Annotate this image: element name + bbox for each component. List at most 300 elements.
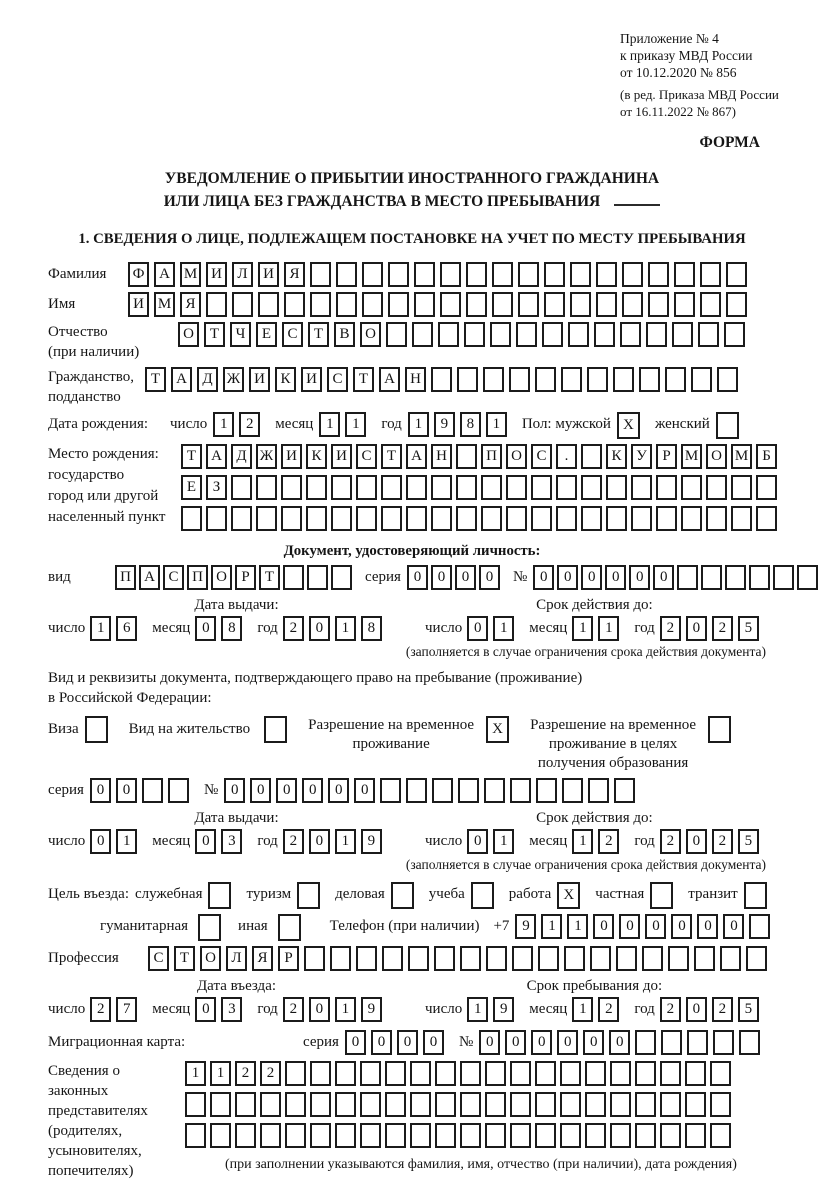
char-cell-empty[interactable]	[656, 475, 677, 500]
char-cell-empty[interactable]	[331, 565, 352, 590]
char-cell-filled[interactable]: 5	[738, 616, 759, 641]
char-cell-empty[interactable]	[531, 506, 552, 531]
char-cell-filled[interactable]: 1	[598, 616, 619, 641]
char-cell-filled[interactable]: Ф	[128, 262, 149, 287]
char-cell-empty[interactable]	[596, 292, 617, 317]
char-cell-filled[interactable]: 2	[283, 616, 304, 641]
char-cell-empty[interactable]	[356, 506, 377, 531]
char-cell-empty[interactable]	[510, 778, 531, 803]
char-cell-empty[interactable]	[440, 292, 461, 317]
char-cell-empty[interactable]	[635, 1123, 656, 1148]
char-cell-empty[interactable]	[385, 1092, 406, 1117]
char-cell-empty[interactable]	[518, 292, 539, 317]
char-cell-filled[interactable]: 9	[434, 412, 455, 437]
char-cell-filled[interactable]: П	[187, 565, 208, 590]
char-cell-empty[interactable]	[797, 565, 818, 590]
char-cell-filled[interactable]: 8	[221, 616, 242, 641]
char-cell-empty[interactable]	[466, 292, 487, 317]
char-cell-filled[interactable]: 0	[467, 829, 488, 854]
char-cell-filled[interactable]: И	[301, 367, 322, 392]
char-cell-filled[interactable]: 1	[345, 412, 366, 437]
char-cell-empty[interactable]	[385, 1061, 406, 1086]
char-cell-empty[interactable]	[381, 506, 402, 531]
char-cell-empty[interactable]	[382, 946, 403, 971]
char-cell-filled[interactable]: З	[206, 475, 227, 500]
char-cell-filled[interactable]: В	[334, 322, 355, 347]
char-cell-empty[interactable]	[616, 946, 637, 971]
char-cell-filled[interactable]: 2	[260, 1061, 281, 1086]
char-cell-empty[interactable]	[414, 292, 435, 317]
char-cell-empty[interactable]	[535, 1123, 556, 1148]
char-cell-empty[interactable]	[485, 1123, 506, 1148]
char-cell-empty[interactable]	[713, 1030, 734, 1055]
char-cell-empty[interactable]	[310, 262, 331, 287]
char-cell-empty[interactable]	[631, 506, 652, 531]
char-cell-filled[interactable]: Т	[181, 444, 202, 469]
char-cell-filled[interactable]: 2	[598, 829, 619, 854]
char-cell-empty[interactable]	[731, 475, 752, 500]
char-cell-filled[interactable]: 1	[567, 914, 588, 939]
char-cell-empty[interactable]	[614, 778, 635, 803]
purpose-other-checkbox[interactable]	[278, 914, 301, 941]
char-cell-empty[interactable]	[486, 946, 507, 971]
char-cell-empty[interactable]	[677, 565, 698, 590]
char-cell-empty[interactable]	[685, 1092, 706, 1117]
char-cell-empty[interactable]	[538, 946, 559, 971]
char-cell-empty[interactable]	[285, 1092, 306, 1117]
char-cell-filled[interactable]: 5	[738, 829, 759, 854]
char-cell-empty[interactable]	[456, 475, 477, 500]
char-cell-empty[interactable]	[210, 1123, 231, 1148]
char-cell-empty[interactable]	[142, 778, 163, 803]
char-cell-filled[interactable]: 0	[686, 997, 707, 1022]
char-cell-filled[interactable]: 0	[531, 1030, 552, 1055]
char-cell-filled[interactable]: Д	[231, 444, 252, 469]
sex-male-checkbox[interactable]: X	[617, 412, 640, 439]
char-cell-filled[interactable]: 9	[361, 997, 382, 1022]
char-cell-filled[interactable]: Я	[180, 292, 201, 317]
char-cell-empty[interactable]	[406, 778, 427, 803]
char-cell-filled[interactable]: Т	[204, 322, 225, 347]
char-cell-empty[interactable]	[456, 444, 477, 469]
char-cell-filled[interactable]: 2	[239, 412, 260, 437]
purpose-humanitarian-checkbox[interactable]	[198, 914, 221, 941]
char-cell-filled[interactable]: С	[327, 367, 348, 392]
char-cell-filled[interactable]: 0	[354, 778, 375, 803]
char-cell-filled[interactable]: 0	[629, 565, 650, 590]
char-cell-filled[interactable]: 0	[723, 914, 744, 939]
char-cell-filled[interactable]: 1	[335, 616, 356, 641]
char-cell-filled[interactable]: 1	[493, 829, 514, 854]
char-cell-empty[interactable]	[431, 367, 452, 392]
char-cell-empty[interactable]	[412, 322, 433, 347]
char-cell-empty[interactable]	[512, 946, 533, 971]
char-cell-filled[interactable]: 2	[660, 616, 681, 641]
char-cell-filled[interactable]: А	[406, 444, 427, 469]
char-cell-empty[interactable]	[639, 367, 660, 392]
char-cell-empty[interactable]	[588, 778, 609, 803]
char-cell-filled[interactable]: 5	[738, 997, 759, 1022]
char-cell-filled[interactable]: 0	[653, 565, 674, 590]
char-cell-filled[interactable]: И	[281, 444, 302, 469]
char-cell-empty[interactable]	[749, 565, 770, 590]
char-cell-filled[interactable]: И	[258, 262, 279, 287]
char-cell-filled[interactable]: К	[606, 444, 627, 469]
char-cell-filled[interactable]: 1	[213, 412, 234, 437]
char-cell-filled[interactable]: 0	[645, 914, 666, 939]
char-cell-filled[interactable]: 1	[335, 829, 356, 854]
char-cell-filled[interactable]: 9	[515, 914, 536, 939]
char-cell-filled[interactable]: М	[681, 444, 702, 469]
char-cell-filled[interactable]: П	[115, 565, 136, 590]
char-cell-empty[interactable]	[756, 475, 777, 500]
char-cell-empty[interactable]	[700, 292, 721, 317]
char-cell-empty[interactable]	[606, 506, 627, 531]
char-cell-empty[interactable]	[460, 946, 481, 971]
char-cell-empty[interactable]	[610, 1092, 631, 1117]
char-cell-filled[interactable]: 2	[283, 997, 304, 1022]
char-cell-empty[interactable]	[356, 946, 377, 971]
char-cell-filled[interactable]: 1	[541, 914, 562, 939]
char-cell-filled[interactable]: 1	[335, 997, 356, 1022]
char-cell-empty[interactable]	[531, 475, 552, 500]
char-cell-empty[interactable]	[518, 262, 539, 287]
char-cell-empty[interactable]	[260, 1123, 281, 1148]
char-cell-filled[interactable]: 0	[479, 565, 500, 590]
char-cell-empty[interactable]	[590, 946, 611, 971]
char-cell-empty[interactable]	[360, 1061, 381, 1086]
char-cell-empty[interactable]	[231, 506, 252, 531]
char-cell-filled[interactable]: 6	[116, 616, 137, 641]
char-cell-empty[interactable]	[210, 1092, 231, 1117]
char-cell-filled[interactable]: Н	[405, 367, 426, 392]
char-cell-empty[interactable]	[410, 1061, 431, 1086]
char-cell-filled[interactable]: Т	[381, 444, 402, 469]
char-cell-filled[interactable]: 0	[593, 914, 614, 939]
char-cell-empty[interactable]	[431, 475, 452, 500]
char-cell-empty[interactable]	[335, 1123, 356, 1148]
char-cell-filled[interactable]: 0	[195, 616, 216, 641]
char-cell-filled[interactable]: А	[171, 367, 192, 392]
char-cell-empty[interactable]	[562, 778, 583, 803]
char-cell-filled[interactable]: 1	[185, 1061, 206, 1086]
char-cell-empty[interactable]	[460, 1123, 481, 1148]
char-cell-filled[interactable]: 1	[572, 997, 593, 1022]
char-cell-empty[interactable]	[285, 1123, 306, 1148]
char-cell-empty[interactable]	[435, 1092, 456, 1117]
char-cell-empty[interactable]	[386, 322, 407, 347]
char-cell-empty[interactable]	[674, 262, 695, 287]
char-cell-empty[interactable]	[260, 1092, 281, 1117]
char-cell-filled[interactable]: 8	[361, 616, 382, 641]
char-cell-empty[interactable]	[168, 778, 189, 803]
char-cell-empty[interactable]	[330, 946, 351, 971]
char-cell-empty[interactable]	[410, 1123, 431, 1148]
char-cell-empty[interactable]	[435, 1123, 456, 1148]
char-cell-filled[interactable]: Р	[278, 946, 299, 971]
char-cell-empty[interactable]	[561, 367, 582, 392]
char-cell-empty[interactable]	[336, 262, 357, 287]
char-cell-filled[interactable]: 0	[309, 829, 330, 854]
char-cell-empty[interactable]	[701, 565, 722, 590]
char-cell-filled[interactable]: 0	[116, 778, 137, 803]
char-cell-empty[interactable]	[258, 292, 279, 317]
char-cell-filled[interactable]: 0	[371, 1030, 392, 1055]
char-cell-filled[interactable]: Я	[252, 946, 273, 971]
char-cell-filled[interactable]: А	[139, 565, 160, 590]
char-cell-filled[interactable]: 0	[431, 565, 452, 590]
char-cell-empty[interactable]	[656, 506, 677, 531]
char-cell-filled[interactable]: Т	[145, 367, 166, 392]
char-cell-filled[interactable]: 0	[479, 1030, 500, 1055]
char-cell-filled[interactable]: 0	[309, 997, 330, 1022]
sex-female-checkbox[interactable]	[716, 412, 739, 439]
char-cell-empty[interactable]	[206, 506, 227, 531]
char-cell-empty[interactable]	[331, 475, 352, 500]
char-cell-empty[interactable]	[509, 367, 530, 392]
char-cell-empty[interactable]	[726, 292, 747, 317]
char-cell-filled[interactable]: Е	[181, 475, 202, 500]
char-cell-filled[interactable]: О	[211, 565, 232, 590]
char-cell-filled[interactable]: П	[481, 444, 502, 469]
char-cell-filled[interactable]: 1	[486, 412, 507, 437]
char-cell-empty[interactable]	[620, 322, 641, 347]
visa-checkbox[interactable]	[85, 716, 108, 743]
char-cell-filled[interactable]: 0	[309, 616, 330, 641]
char-cell-empty[interactable]	[235, 1123, 256, 1148]
char-cell-filled[interactable]: 1	[408, 412, 429, 437]
char-cell-empty[interactable]	[581, 444, 602, 469]
char-cell-filled[interactable]: 1	[493, 616, 514, 641]
char-cell-filled[interactable]: 3	[221, 829, 242, 854]
char-cell-empty[interactable]	[310, 1123, 331, 1148]
char-cell-empty[interactable]	[283, 565, 304, 590]
char-cell-filled[interactable]: Я	[284, 262, 305, 287]
char-cell-empty[interactable]	[481, 506, 502, 531]
char-cell-filled[interactable]: 0	[581, 565, 602, 590]
char-cell-filled[interactable]: С	[282, 322, 303, 347]
char-cell-filled[interactable]: 0	[195, 997, 216, 1022]
char-cell-empty[interactable]	[749, 914, 770, 939]
char-cell-empty[interactable]	[622, 262, 643, 287]
char-cell-empty[interactable]	[231, 475, 252, 500]
char-cell-empty[interactable]	[585, 1061, 606, 1086]
char-cell-empty[interactable]	[717, 367, 738, 392]
char-cell-empty[interactable]	[661, 1030, 682, 1055]
char-cell-empty[interactable]	[773, 565, 794, 590]
char-cell-filled[interactable]: 2	[660, 829, 681, 854]
char-cell-empty[interactable]	[631, 475, 652, 500]
char-cell-filled[interactable]: 0	[397, 1030, 418, 1055]
char-cell-empty[interactable]	[306, 506, 327, 531]
char-cell-filled[interactable]: 0	[345, 1030, 366, 1055]
char-cell-empty[interactable]	[642, 946, 663, 971]
char-cell-empty[interactable]	[681, 475, 702, 500]
char-cell-empty[interactable]	[660, 1123, 681, 1148]
char-cell-filled[interactable]: 0	[423, 1030, 444, 1055]
residence-permit-checkbox[interactable]	[264, 716, 287, 743]
char-cell-empty[interactable]	[335, 1092, 356, 1117]
char-cell-empty[interactable]	[414, 262, 435, 287]
char-cell-filled[interactable]: 0	[407, 565, 428, 590]
char-cell-empty[interactable]	[535, 367, 556, 392]
char-cell-filled[interactable]: 0	[328, 778, 349, 803]
char-cell-empty[interactable]	[560, 1123, 581, 1148]
char-cell-filled[interactable]: Ж	[256, 444, 277, 469]
char-cell-filled[interactable]: 0	[605, 565, 626, 590]
char-cell-empty[interactable]	[510, 1061, 531, 1086]
char-cell-empty[interactable]	[685, 1123, 706, 1148]
char-cell-empty[interactable]	[594, 322, 615, 347]
char-cell-empty[interactable]	[587, 367, 608, 392]
char-cell-filled[interactable]: .	[556, 444, 577, 469]
char-cell-empty[interactable]	[535, 1061, 556, 1086]
char-cell-empty[interactable]	[456, 506, 477, 531]
purpose-private-checkbox[interactable]	[650, 882, 673, 909]
char-cell-empty[interactable]	[406, 475, 427, 500]
purpose-work-checkbox[interactable]: X	[557, 882, 580, 909]
char-cell-empty[interactable]	[710, 1123, 731, 1148]
char-cell-filled[interactable]: 0	[276, 778, 297, 803]
char-cell-filled[interactable]: 0	[671, 914, 692, 939]
char-cell-filled[interactable]: 2	[283, 829, 304, 854]
char-cell-filled[interactable]: 0	[250, 778, 271, 803]
char-cell-filled[interactable]: 2	[712, 829, 733, 854]
char-cell-filled[interactable]: 1	[116, 829, 137, 854]
char-cell-filled[interactable]: К	[306, 444, 327, 469]
char-cell-filled[interactable]: 1	[319, 412, 340, 437]
char-cell-filled[interactable]: 0	[505, 1030, 526, 1055]
char-cell-filled[interactable]: 0	[583, 1030, 604, 1055]
char-cell-filled[interactable]: 0	[697, 914, 718, 939]
char-cell-empty[interactable]	[756, 506, 777, 531]
char-cell-filled[interactable]: 1	[572, 616, 593, 641]
char-cell-empty[interactable]	[336, 292, 357, 317]
char-cell-empty[interactable]	[362, 262, 383, 287]
char-cell-empty[interactable]	[435, 1061, 456, 1086]
char-cell-empty[interactable]	[185, 1123, 206, 1148]
char-cell-filled[interactable]: С	[148, 946, 169, 971]
char-cell-empty[interactable]	[560, 1061, 581, 1086]
char-cell-empty[interactable]	[606, 475, 627, 500]
char-cell-empty[interactable]	[510, 1092, 531, 1117]
char-cell-empty[interactable]	[725, 565, 746, 590]
char-cell-filled[interactable]: 2	[712, 616, 733, 641]
char-cell-empty[interactable]	[585, 1092, 606, 1117]
char-cell-filled[interactable]: 0	[455, 565, 476, 590]
char-cell-empty[interactable]	[458, 778, 479, 803]
char-cell-filled[interactable]: И	[206, 262, 227, 287]
char-cell-empty[interactable]	[485, 1092, 506, 1117]
char-cell-empty[interactable]	[506, 475, 527, 500]
temp-residence-edu-checkbox[interactable]	[708, 716, 731, 743]
char-cell-empty[interactable]	[710, 1092, 731, 1117]
char-cell-empty[interactable]	[564, 946, 585, 971]
char-cell-empty[interactable]	[560, 1092, 581, 1117]
char-cell-filled[interactable]: 0	[609, 1030, 630, 1055]
char-cell-empty[interactable]	[706, 506, 727, 531]
char-cell-empty[interactable]	[660, 1061, 681, 1086]
purpose-transit-checkbox[interactable]	[744, 882, 767, 909]
char-cell-empty[interactable]	[698, 322, 719, 347]
char-cell-filled[interactable]: Т	[174, 946, 195, 971]
char-cell-empty[interactable]	[622, 292, 643, 317]
char-cell-empty[interactable]	[306, 475, 327, 500]
char-cell-empty[interactable]	[660, 1092, 681, 1117]
char-cell-empty[interactable]	[568, 322, 589, 347]
char-cell-empty[interactable]	[746, 946, 767, 971]
char-cell-empty[interactable]	[256, 475, 277, 500]
char-cell-filled[interactable]: 0	[557, 565, 578, 590]
char-cell-empty[interactable]	[536, 778, 557, 803]
char-cell-empty[interactable]	[466, 262, 487, 287]
char-cell-empty[interactable]	[635, 1092, 656, 1117]
char-cell-filled[interactable]: О	[360, 322, 381, 347]
char-cell-filled[interactable]: О	[178, 322, 199, 347]
char-cell-empty[interactable]	[460, 1061, 481, 1086]
char-cell-empty[interactable]	[185, 1092, 206, 1117]
document-number-blank[interactable]	[614, 190, 660, 206]
char-cell-empty[interactable]	[362, 292, 383, 317]
char-cell-empty[interactable]	[356, 475, 377, 500]
char-cell-filled[interactable]: О	[506, 444, 527, 469]
char-cell-empty[interactable]	[570, 292, 591, 317]
char-cell-filled[interactable]: Т	[259, 565, 280, 590]
char-cell-filled[interactable]: 0	[619, 914, 640, 939]
char-cell-empty[interactable]	[610, 1061, 631, 1086]
char-cell-empty[interactable]	[432, 778, 453, 803]
char-cell-filled[interactable]: М	[154, 292, 175, 317]
char-cell-empty[interactable]	[700, 262, 721, 287]
char-cell-empty[interactable]	[438, 322, 459, 347]
char-cell-empty[interactable]	[613, 367, 634, 392]
purpose-official-checkbox[interactable]	[208, 882, 231, 909]
char-cell-filled[interactable]: 7	[116, 997, 137, 1022]
char-cell-empty[interactable]	[710, 1061, 731, 1086]
char-cell-empty[interactable]	[460, 1092, 481, 1117]
char-cell-filled[interactable]: 8	[460, 412, 481, 437]
char-cell-filled[interactable]: 0	[224, 778, 245, 803]
char-cell-empty[interactable]	[310, 1061, 331, 1086]
char-cell-empty[interactable]	[581, 475, 602, 500]
purpose-business-checkbox[interactable]	[391, 882, 414, 909]
char-cell-filled[interactable]: М	[180, 262, 201, 287]
char-cell-empty[interactable]	[485, 1061, 506, 1086]
char-cell-empty[interactable]	[431, 506, 452, 531]
char-cell-empty[interactable]	[556, 506, 577, 531]
char-cell-empty[interactable]	[492, 262, 513, 287]
char-cell-empty[interactable]	[232, 292, 253, 317]
char-cell-empty[interactable]	[360, 1092, 381, 1117]
char-cell-filled[interactable]: Д	[197, 367, 218, 392]
char-cell-filled[interactable]: О	[706, 444, 727, 469]
char-cell-empty[interactable]	[685, 1061, 706, 1086]
char-cell-filled[interactable]: 0	[686, 616, 707, 641]
char-cell-filled[interactable]: 2	[660, 997, 681, 1022]
char-cell-filled[interactable]: С	[163, 565, 184, 590]
char-cell-filled[interactable]: 2	[598, 997, 619, 1022]
char-cell-filled[interactable]: 1	[90, 616, 111, 641]
char-cell-filled[interactable]: Н	[431, 444, 452, 469]
char-cell-empty[interactable]	[506, 506, 527, 531]
char-cell-filled[interactable]: 0	[467, 616, 488, 641]
char-cell-filled[interactable]: Л	[226, 946, 247, 971]
char-cell-empty[interactable]	[665, 367, 686, 392]
char-cell-empty[interactable]	[181, 506, 202, 531]
char-cell-filled[interactable]: Ч	[230, 322, 251, 347]
purpose-tourism-checkbox[interactable]	[297, 882, 320, 909]
char-cell-empty[interactable]	[535, 1092, 556, 1117]
